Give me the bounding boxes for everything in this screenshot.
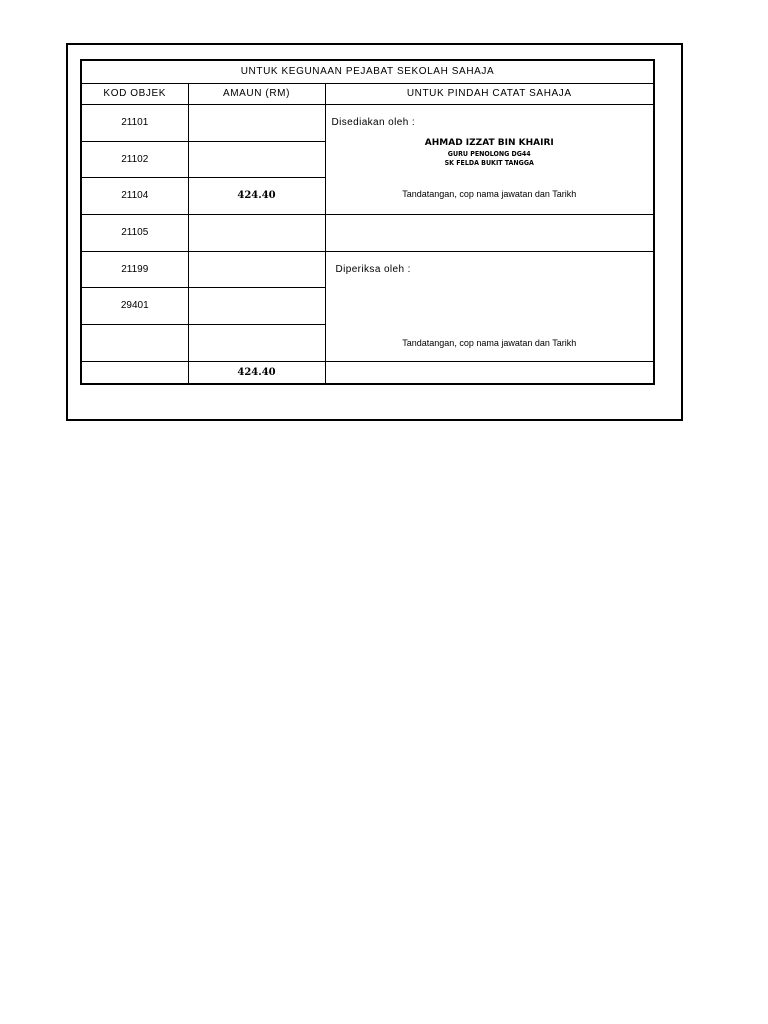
office-use-table <box>80 59 655 385</box>
table-row-amaun: 424.40 <box>188 178 325 214</box>
checked-by-label: Diperiksa oleh : <box>335 263 411 275</box>
prepared-sign-note: Tandatangan, cop nama jawatan dan Tarikh <box>402 188 577 199</box>
table-row-amaun <box>188 325 325 361</box>
preparer-position: GURU PENOLONG DG44 <box>447 149 531 158</box>
total-label-cell <box>81 361 188 384</box>
table-title: UNTUK KEGUNAAN PEJABAT SEKOLAH SAHAJA <box>81 60 654 83</box>
table-row-kod: 21104 <box>81 178 188 214</box>
table-row-kod: 21102 <box>81 141 188 177</box>
table-row-amaun <box>188 287 325 324</box>
table-row-amaun <box>188 104 325 141</box>
empty-transfer-cell <box>325 214 654 251</box>
table-row-amaun <box>188 214 325 251</box>
checked-by-section <box>325 251 654 361</box>
total-amaun: 424.40 <box>188 361 325 384</box>
prepared-by-label: Disediakan oleh : <box>331 116 416 128</box>
preparer-school: SK FELDA BUKIT TANGGA <box>444 158 534 167</box>
table-row-kod: 21105 <box>81 214 188 251</box>
table-row-kod <box>81 325 188 361</box>
table-row-amaun <box>188 251 325 287</box>
table-row-amaun <box>188 141 325 177</box>
table-row-kod: 21199 <box>81 251 188 287</box>
column-header-amaun: AMAUN (RM) <box>188 83 325 104</box>
table-row-kod: 21101 <box>81 104 188 141</box>
prepared-by-section <box>325 104 654 214</box>
table-row-kod: 29401 <box>81 287 188 324</box>
total-transfer-cell <box>325 361 654 384</box>
checked-sign-note: Tandatangan, cop nama jawatan dan Tarikh <box>402 337 577 348</box>
column-header-kod-objek: KOD OBJEK <box>81 83 188 104</box>
preparer-name: AHMAD IZZAT BIN KHAIRI <box>424 137 554 148</box>
column-header-pindah-catat: UNTUK PINDAH CATAT SAHAJA <box>325 83 654 104</box>
